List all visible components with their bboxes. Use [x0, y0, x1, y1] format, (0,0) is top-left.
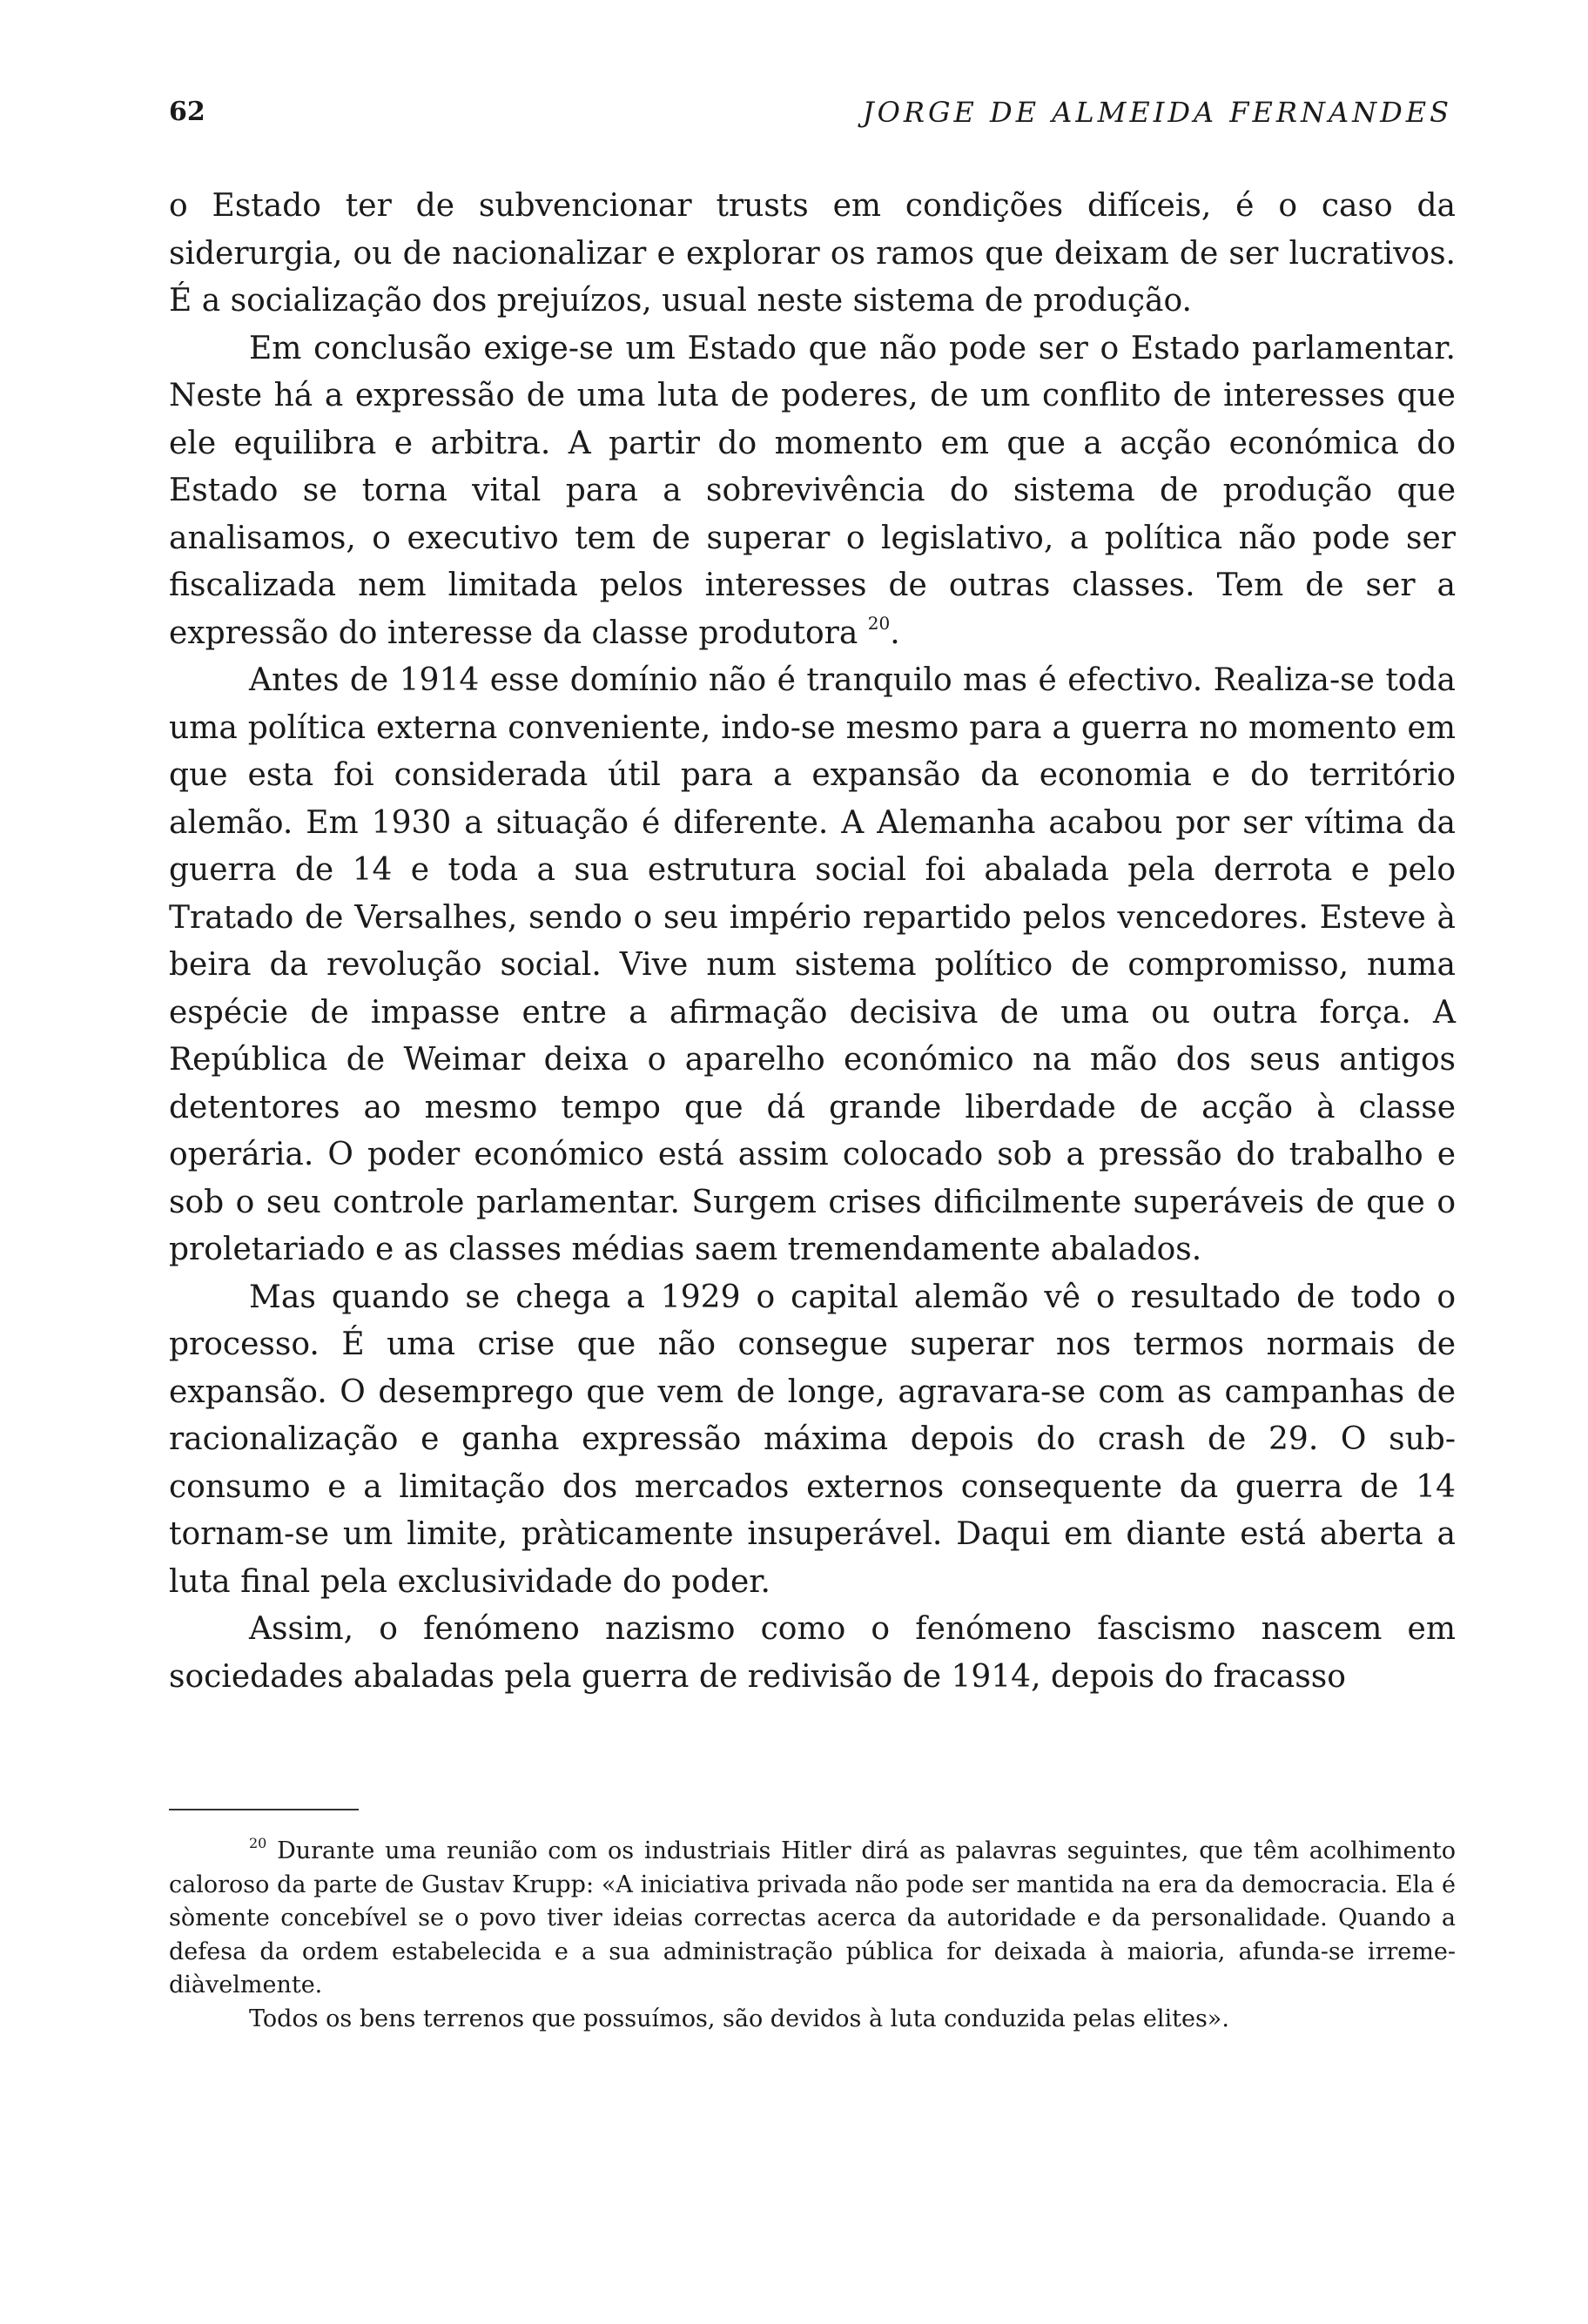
footnote-marker: 20	[249, 1835, 267, 1851]
running-title: JORGE DE ALMEIDA FERNANDES	[862, 96, 1452, 129]
paragraph-5: Assim, o fenómeno nazismo como o fenómeno fascismo nascem em sociedades abaladas pela guerra de redivisão de 1914, depois do fracasso	[169, 1611, 1456, 1695]
footnote-divider	[169, 1809, 359, 1810]
paragraph-1: o Estado ter de subvencionar trusts em condições difíceis, é o caso da siderurgia, ou de nacionalizar e explorar os ramos que deixam de ser lucrativos. É a socialização dos prejuízos, usual neste sistema de produção.	[169, 188, 1456, 319]
footnote-continuation: Todos os bens terrenos que possuímos, são devidos à luta conduzida pelas elites».	[249, 2005, 1229, 2032]
footnote-text: Durante uma reunião com os industriais Hitler dirá as palavras seguintes, que têm acolhimento caloroso da parte de Gustav Krupp: «A iniciativa privada não pode ser mantida na era da democracia. Ela é sòmente concebível se o povo tiver ideias correctas acerca da autoridade e da personalidade. Quando a defesa da ordem estabelecida e a sua administração pública for deixada à maioria, afunda-se irremediàvelmente.	[169, 1837, 1456, 1998]
body-text	[169, 183, 1456, 1701]
paragraph-2-tail: .	[890, 615, 900, 651]
running-head	[169, 91, 1452, 134]
paragraph-3: Antes de 1914 esse domínio não é tranquilo mas é efectivo. Realiza-se toda uma política externa conveniente, indo-se mesmo para a guerra no momento em que esta foi considerada útil para a expansão da economia e do território alemão. Em 1930 a situação é diferente. A Alemanha acabou por ser vítima da guerra de 14 e toda a sua estrutura social foi abalada pela derrota e pelo Tratado de Versalhes, sendo o seu império repartido pelos vencedores. Esteve à beira da revolução social. Vive num sistema político de compromisso, numa espécie de impasse entre a afirmação decisiva de uma ou outra força. A República de Weimar deixa o aparelho económico na mão dos seus antigos detentores ao mesmo tempo que dá grande liberdade de acção à classe operária. O poder económico está assim colocado sob a pressão do trabalho e sob o seu controle parlamentar. Surgem crises dificilmente superáveis de que o proletariado e as classes médias saem tremendamente abalados.	[169, 662, 1456, 1267]
footnote-reference: 20	[867, 612, 891, 634]
footnotes	[169, 1835, 1456, 2036]
page-number: 62	[169, 97, 205, 127]
paragraph-4: Mas quando se chega a 1929 o capital alemão vê o resultado de todo o processo. É uma crise que não consegue superar nos termos normais de expansão. O desemprego que vem de longe, agravara-se com as campanhas de racionalização e ganha expressão máxima depois do crash de 29. O sub-consumo e a limitação dos mercados externos consequente da guerra de 14 tornam-se um limite, pràticamente insuperável. Daqui em diante está aberta a luta final pela exclusividade do poder.	[169, 1279, 1456, 1600]
footnote-20	[169, 1835, 1456, 2003]
paragraph-2-text: Em conclusão exige-se um Estado que não pode ser o Estado parlamentar. Neste há a expressão de uma luta de poderes, de um conflito de interesses que ele equilibra e arbitra. A partir do momento em que a acção económica do Estado se torna vital para a sobrevivência do sistema de produção que analisamos, o executivo tem de superar o legislativo, a política não pode ser fiscalizada nem limitada pelos interesses de outras classes. Tem de ser a expressão do interesse da classe produtora	[169, 330, 1456, 651]
paragraph-2	[169, 326, 1456, 658]
